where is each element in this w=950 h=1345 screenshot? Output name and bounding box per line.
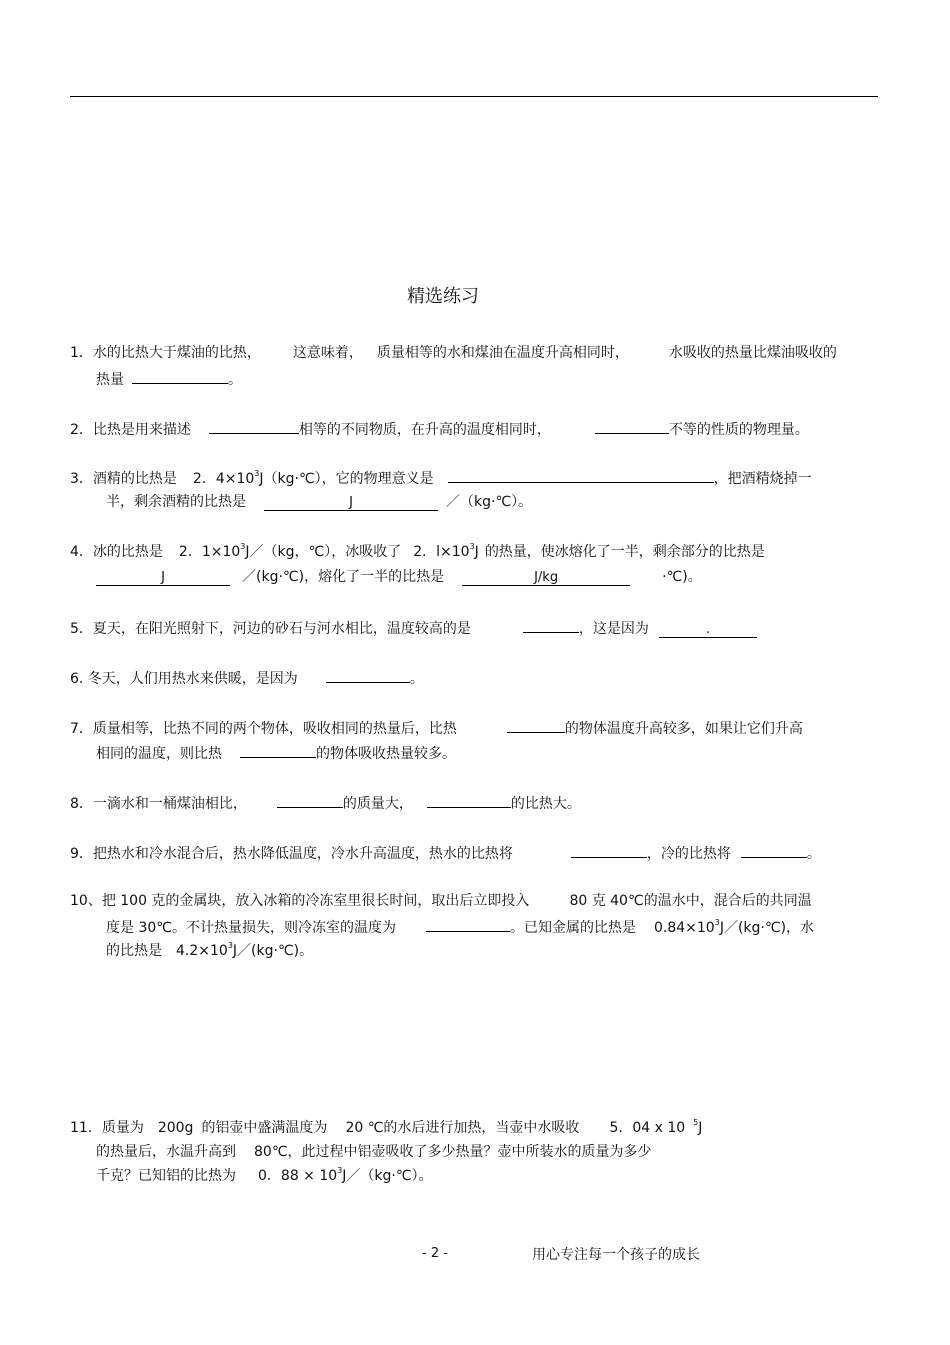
- q1-text-e: 热量: [96, 372, 124, 388]
- question-5-line-1: [70, 617, 757, 639]
- q5-answer-blank-1[interactable]: [523, 617, 579, 633]
- q3-answer-blank-2[interactable]: [264, 495, 438, 511]
- q3-text-f: 半，剩余酒精的比热是: [106, 494, 246, 510]
- q9-text-c: 。: [806, 846, 821, 862]
- q10-text-d: 。已知金属的比热是: [510, 920, 636, 936]
- q10-text-k: J／(kg·℃)。: [232, 943, 314, 959]
- q7-text-b: 的物体温度升高较多，如果让它们升高: [564, 721, 803, 737]
- q4-text-h: 的热量，使冰熔化了一半，剩余部分的比热是: [484, 544, 765, 560]
- q2-text-b: 相等的不同物质，在升高的温度相同时，: [298, 422, 551, 438]
- q4-blank-unit-1: J: [161, 570, 165, 585]
- question-11-line-2: [96, 1142, 652, 1162]
- q9-text-a: 9．把热水和冷水混合后，热水降低温度，冷水升高温度，热水的比热将: [70, 846, 513, 862]
- q4-value-1: 2．1×10: [178, 544, 241, 560]
- header-rule: [70, 96, 878, 97]
- q11-al-value: 0．88 × 10: [258, 1168, 338, 1184]
- q8-text-b: 的质量大，: [342, 796, 413, 812]
- q7-answer-blank-1[interactable]: [507, 717, 565, 733]
- question-10-line-2: [106, 916, 814, 938]
- question-2-line-1: [70, 418, 809, 440]
- q10-metal-value: 0.84×10: [654, 920, 715, 936]
- q10-text-g: J／(kg·℃)，水: [719, 920, 815, 936]
- footer-motto: 用心专注每一个孩子的成长: [532, 1247, 700, 1263]
- q1-text-a: 1．水的比热大于煤油的比热，: [70, 345, 261, 361]
- q7-text-c: 相同的温度，则比热: [96, 746, 222, 762]
- q7-answer-blank-2[interactable]: [240, 742, 316, 758]
- question-7-line-2: [96, 742, 456, 764]
- q5-text-b: ，这是因为: [578, 621, 649, 637]
- page-number: - 2 -: [422, 1246, 448, 1261]
- q4-exponent-2: 3: [469, 542, 475, 551]
- q1-text-b: 这意味着，: [292, 345, 363, 361]
- question-8-line-1: [70, 792, 581, 814]
- q4-answer-blank-1[interactable]: [96, 570, 230, 586]
- q1-text-d: 水吸收的热量比煤油吸收的: [668, 345, 837, 361]
- q2-answer-blank-1[interactable]: [209, 418, 299, 434]
- q4-text-l: ·℃)。: [662, 569, 702, 585]
- q11-text-c: 的铝壶中盛满温度为: [201, 1120, 328, 1136]
- q11-al-exponent: 3: [337, 1166, 343, 1175]
- q6-answer-blank[interactable]: [326, 667, 410, 683]
- q3-exponent: 3: [254, 469, 260, 478]
- q10-text-b: 80 克 40℃的温水中，混合后的共同温: [569, 893, 812, 909]
- page-title: 精选练习: [407, 286, 479, 307]
- q10-water-value: 4.2×10: [176, 943, 228, 959]
- q8-text-a: 8．一滴水和一桶煤油相比，: [70, 796, 247, 812]
- q11-heat-value: 5．04 x 10: [609, 1120, 686, 1136]
- question-9-line-1: [70, 842, 821, 864]
- q1-answer-blank[interactable]: [132, 368, 228, 384]
- question-3-line-1: [70, 467, 812, 489]
- q2-text-c: 不等的性质的物理量。: [668, 422, 809, 438]
- question-11-line-1: [70, 1118, 702, 1138]
- q11-text-a: 11．质量为: [70, 1120, 144, 1136]
- q2-answer-blank-2[interactable]: [595, 418, 669, 434]
- q11-heat-unit: J: [698, 1120, 703, 1136]
- q4-text-j: ／(kg·℃)，熔化了一半的比热是: [242, 569, 445, 585]
- q4-text-a: 4．冰的比热是: [70, 544, 163, 560]
- q7-text-d: 的物体吸收热量较多。: [316, 746, 456, 762]
- q3-text-a: 3．酒精的比热是: [70, 471, 177, 487]
- question-10-line-3: [106, 941, 313, 961]
- q11-text-d: 20 ℃的水后进行加热，当壶中水吸收: [345, 1120, 580, 1136]
- q11-text-j: 千克？已知铝的比热为: [96, 1168, 236, 1184]
- q8-text-c: 的比热大。: [510, 796, 581, 812]
- question-4-line-1: [70, 542, 765, 562]
- q7-text-a: 7．质量相等，比热不同的两个物体，吸收相同的热量后，比热: [70, 721, 457, 737]
- q10-metal-exponent: 3: [714, 918, 720, 927]
- q1-text-f: 。: [228, 372, 242, 388]
- question-1-line-1: [70, 343, 837, 363]
- q5-blank-period: .: [705, 622, 710, 637]
- q8-answer-blank-1[interactable]: [277, 792, 343, 808]
- q4-answer-blank-2[interactable]: [462, 570, 630, 586]
- q11-text-i: 80℃，此过程中铝壶吸收了多少热量？壶中所装水的质量为多少: [254, 1144, 652, 1160]
- q4-exponent-1: 3: [240, 542, 246, 551]
- q6-text-b: 。: [409, 671, 424, 687]
- q4-value-2: 2．l×10: [413, 544, 470, 560]
- q2-text-a: 2．比热是用来描述: [70, 422, 191, 438]
- q4-unit: J: [474, 544, 479, 560]
- q3-value: 2．4×10: [192, 471, 255, 487]
- q11-text-h: 的热量后，水温升高到: [96, 1144, 236, 1160]
- q9-text-b: ，冷的比热将: [646, 846, 731, 862]
- q10-answer-blank[interactable]: [426, 916, 510, 932]
- q11-mass: 200g: [157, 1120, 194, 1136]
- q3-text-d: J（kg·℃），它的物理意义是: [259, 471, 434, 487]
- q3-blank-unit: J: [349, 495, 353, 510]
- q11-text-m: J／（kg·℃）。: [342, 1168, 433, 1184]
- q3-text-h: ／（kg·℃）。: [446, 494, 533, 510]
- q4-blank-unit-2: J/kg: [534, 570, 559, 585]
- q10-text-c: 度是 30℃。不计热量损失，则冷冻室的温度为: [106, 920, 396, 936]
- question-4-line-2: [96, 567, 702, 587]
- q6-text-a: 6. 冬天，人们用热水来供暖，是因为: [70, 671, 298, 687]
- q10-water-exponent: 3: [227, 941, 233, 950]
- q5-answer-blank-2[interactable]: [659, 622, 757, 638]
- question-6-line-1: [70, 667, 424, 689]
- q9-answer-blank-2[interactable]: [741, 842, 807, 858]
- question-3-line-2: [106, 492, 532, 512]
- q5-text-a: 5．夏天，在阳光照射下，河边的砂石与河水相比，温度较高的是: [70, 621, 471, 637]
- question-7-line-1: [70, 717, 803, 739]
- q10-text-a: 10、把 100 克的金属块，放入冰箱的冷冻室里很长时间，取出后立即投入: [70, 893, 530, 909]
- question-10-line-1: [70, 891, 812, 911]
- q3-text-e: ，把酒精烧掉一: [713, 471, 812, 487]
- q8-answer-blank-2[interactable]: [427, 792, 511, 808]
- q11-heat-exponent: 5: [693, 1118, 699, 1127]
- q10-text-h: 的比热是: [106, 943, 162, 959]
- q9-answer-blank-1[interactable]: [571, 842, 647, 858]
- question-11-line-3: [96, 1166, 433, 1186]
- q3-answer-blank-1[interactable]: [448, 467, 714, 483]
- q4-text-d: J／（kg，℃），冰吸收了: [245, 544, 402, 560]
- q1-text-c: 质量相等的水和煤油在温度升高相同时，: [376, 345, 629, 361]
- question-1-line-2: [96, 368, 242, 390]
